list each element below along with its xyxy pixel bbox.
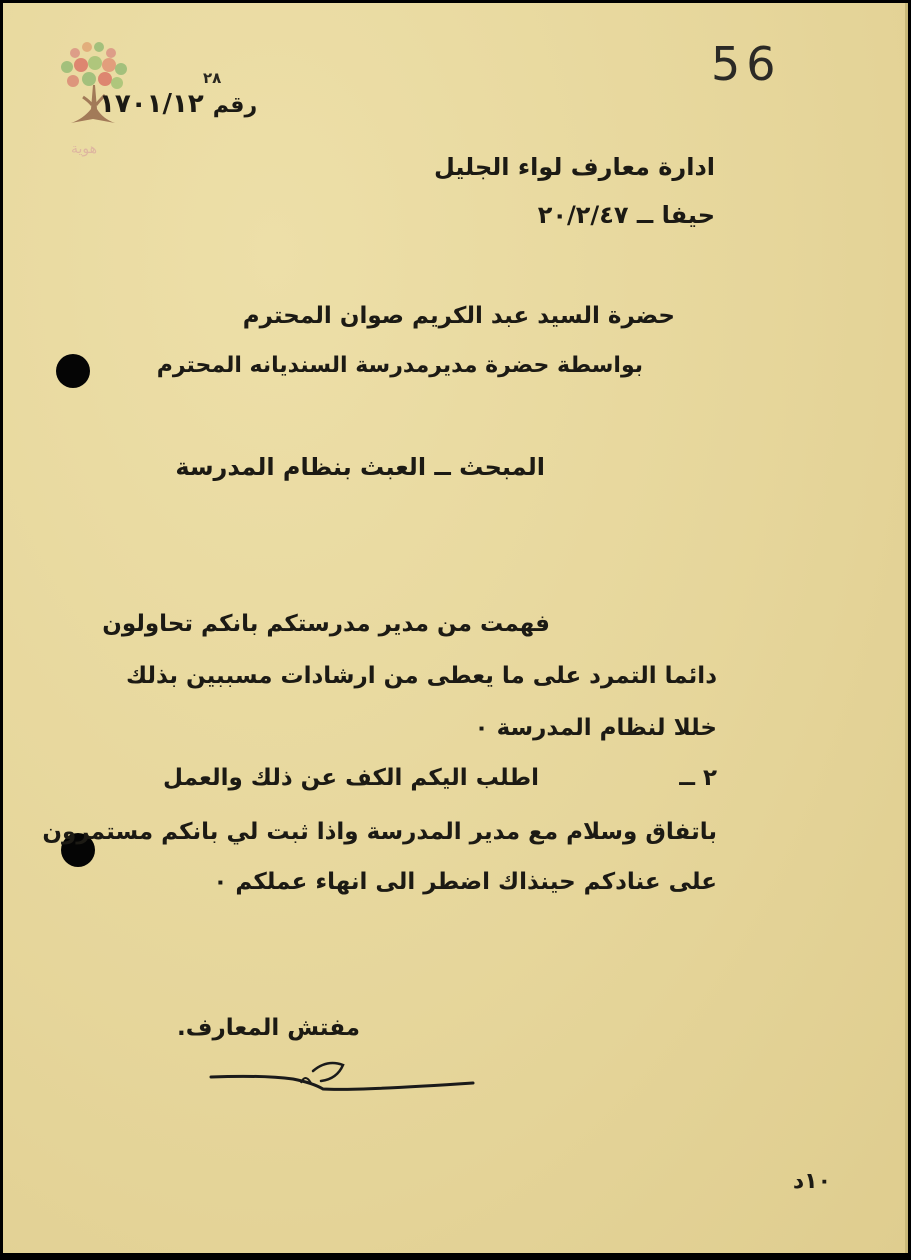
punch-hole-top bbox=[56, 354, 90, 388]
signature-title: مفتش المعارف. bbox=[177, 1015, 360, 1041]
subject-line: المبحث ــ العبث بنظام المدرسة bbox=[175, 453, 545, 481]
body-line-1: فهمت من مدير مدرستكم بانكم تحاولون bbox=[102, 611, 550, 637]
page-number: 56 bbox=[711, 37, 782, 91]
reference-value: ١٧٠١/١٢ bbox=[99, 89, 204, 119]
tree-logo-watermark bbox=[53, 39, 133, 134]
body-line-2: دائما التمرد على ما يعطى من ارشادات مسببين بذلك bbox=[125, 663, 717, 689]
department-name: ادارة معارف لواء الجليل bbox=[433, 153, 715, 181]
reference-superscript: ٢٨ bbox=[203, 69, 222, 87]
handwritten-signature bbox=[203, 1053, 493, 1103]
reference-label: رقم bbox=[212, 93, 258, 118]
body-line-4-number: ٢ ــ bbox=[679, 765, 717, 791]
body-line-3: خللا لنظام المدرسة ٠ bbox=[474, 715, 717, 741]
document-page bbox=[3, 3, 908, 1253]
body-line-4: اطلب اليكم الكف عن ذلك والعمل bbox=[163, 765, 539, 791]
place-date: حيفا ــ ٢٠/٢/٤٧ bbox=[537, 201, 715, 229]
watermark-text: هوية bbox=[71, 141, 98, 157]
recipient-line-1: حضرة السيد عبد الكريم صوان المحترم bbox=[242, 303, 675, 329]
reference-number bbox=[99, 89, 257, 119]
body-line-6: على عنادكم حينذاك اضطر الى انهاء عملكم ٠ bbox=[213, 869, 717, 895]
recipient-line-2: بواسطة حضرة مديرمدرسة السنديانه المحترم bbox=[156, 353, 643, 378]
footer-code: ١٠د bbox=[792, 1169, 831, 1194]
body-line-5: باتفاق وسلام مع مدير المدرسة واذا ثبت لي بانكم مستمرون bbox=[42, 819, 717, 845]
